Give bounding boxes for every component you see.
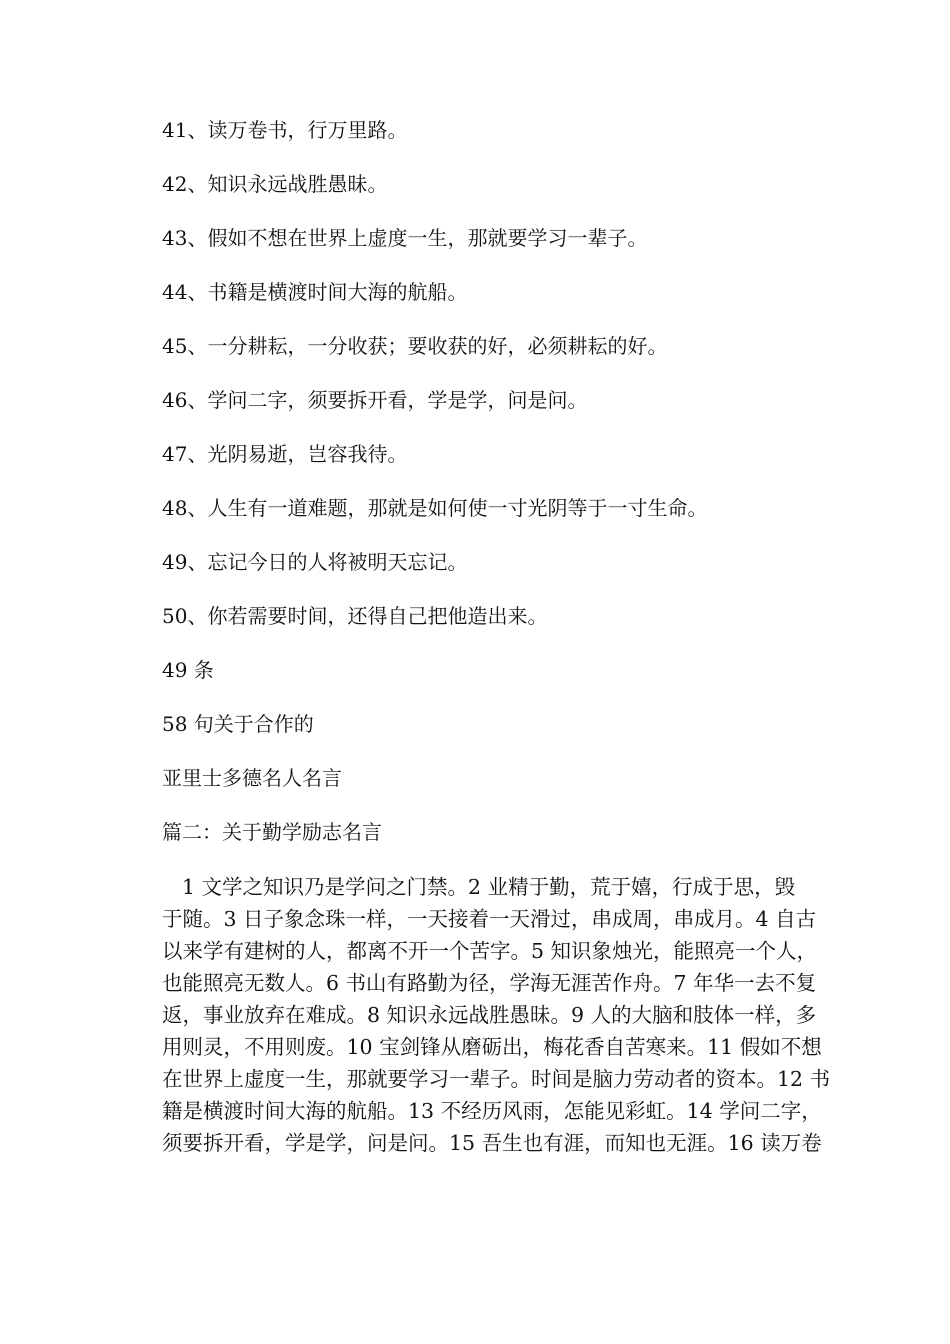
quote-50: 50、你若需要时间，还得自己把他造出来。: [162, 604, 548, 628]
paragraph-line: 于随。3 日子象念珠一样，一天接着一天滑过，串成周，串成月。4 自古: [162, 907, 817, 931]
paragraph-line: 返，事业放弃在难成。8 知识永远战胜愚昧。9 人的大脑和肢体一样，多: [162, 1003, 817, 1027]
quote-41: 41、读万卷书，行万里路。: [162, 118, 408, 142]
paragraph-line: 在世界上虚度一生，那就要学习一辈子。时间是脑力劳动者的资本。12 书: [162, 1067, 831, 1091]
paragraph-line: 须要拆开看，学是学，问是问。15 吾生也有涯，而知也无涯。16 读万卷: [162, 1131, 822, 1155]
quote-45: 45、一分耕耘，一分收获；要收获的好，必须耕耘的好。: [162, 334, 668, 358]
paragraph-line: 籍是横渡时间大海的航船。13 不经历风雨，怎能见彩虹。14 学问二字，: [162, 1099, 822, 1123]
quote-44: 44、书籍是横渡时间大海的航船。: [162, 280, 468, 304]
study-quotes-paragraph: [162, 871, 834, 1159]
quote-46: 46、学问二字，须要拆开看，学是学，问是问。: [162, 388, 588, 412]
count-label: 49 条: [162, 658, 214, 682]
quote-43: 43、假如不想在世界上虚度一生，那就要学习一辈子。: [162, 226, 648, 250]
quote-49: 49、忘记今日的人将被明天忘记。: [162, 550, 468, 574]
paragraph-line: 也能照亮无数人。6 书山有路勤为径，学海无涯苦作舟。7 年华一去不复: [162, 971, 817, 995]
paragraph-line: 用则灵，不用则废。10 宝剑锋从磨砺出，梅花香自苦寒来。11 假如不想: [162, 1035, 822, 1059]
quote-48: 48、人生有一道难题，那就是如何使一寸光阴等于一寸生命。: [162, 496, 708, 520]
aristotle-heading: 亚里士多德名人名言: [162, 766, 342, 790]
quote-42: 42、知识永远战胜愚昧。: [162, 172, 388, 196]
paragraph-line: 以来学有建树的人，都离不开一个苦字。5 知识象烛光，能照亮一个人，: [162, 939, 818, 963]
section-two-heading: 篇二：关于勤学励志名言: [162, 820, 382, 844]
quote-47: 47、光阴易逝，岂容我待。: [162, 442, 408, 466]
paragraph-line: 1 文学之知识乃是学问之门禁。2 业精于勤，荒于嬉，行成于思，毁: [182, 875, 796, 899]
cooperation-heading: 58 句关于合作的: [162, 712, 314, 736]
